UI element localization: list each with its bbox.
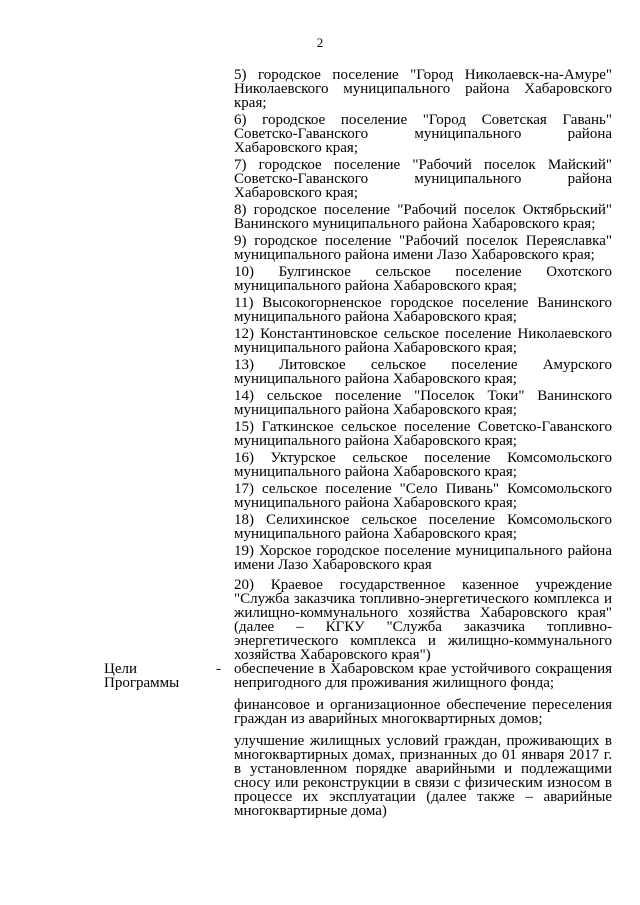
goals-label: Цели Программы bbox=[104, 661, 180, 691]
list-item: 9) городское поселение "Рабочий поселок Переяславка" муниципального района имени Лазо Хабаровского края; bbox=[234, 233, 612, 263]
municipalities-list bbox=[234, 68, 612, 665]
goals-dash: - bbox=[216, 661, 221, 677]
list-item: 16) Уктурское сельское поселение Комсомольского муниципального района Хабаровского края; bbox=[234, 450, 612, 480]
list-item: 10) Булгинское сельское поселение Охотского муниципального района Хабаровского края; bbox=[234, 264, 612, 294]
list-item: 13) Литовское сельское поселение Амурского муниципального района Хабаровского края; bbox=[234, 357, 612, 387]
list-item: 19) Хорское городское поселение муниципального района имени Лазо Хабаровского края bbox=[234, 543, 612, 573]
list-item: 7) городское поселение "Рабочий поселок Майский" Советско-Гаванского муниципального района Хабаровского края; bbox=[234, 157, 612, 201]
list-item: 20) Краевое государственное казенное учреждение "Служба заказчика топливно-энергетического комплекса и жилищно-коммунального хозяйства Хабаровского края" (далее – КГКУ "Служба заказчика топливно-энергетического комплекса и жилищно-коммунального хозяйства Хабаровского края") bbox=[234, 577, 612, 663]
list-item: 12) Константиновское сельское поселение Николаевского муниципального района Хабаровского края; bbox=[234, 326, 612, 356]
page-number: 2 bbox=[316, 35, 324, 50]
list-item: 8) городское поселение "Рабочий поселок Октябрьский" Ванинского муниципального района Хабаровского края; bbox=[234, 202, 612, 232]
list-item: 5) городское поселение "Город Николаевск-на-Амуре" Николаевского муниципального района Хабаровского края; bbox=[234, 67, 612, 111]
goals-list bbox=[234, 662, 612, 826]
list-item: 6) городское поселение "Город Советская Гавань" Советско-Гаванского муниципального района Хабаровского края; bbox=[234, 112, 612, 156]
goal-item: обеспечение в Хабаровском крае устойчивого сокращения непригодного для проживания жилищного фонда; bbox=[234, 661, 612, 691]
list-item: 11) Высокогорненское городское поселение Ванинского муниципального района Хабаровского края; bbox=[234, 295, 612, 325]
goal-item: финансовое и организационное обеспечение переселения граждан из аварийных многоквартирных домов; bbox=[234, 697, 612, 727]
list-item: 15) Гаткинское сельское поселение Советско-Гаванского муниципального района Хабаровского края; bbox=[234, 419, 612, 449]
list-item: 14) сельское поселение "Поселок Токи" Ванинского муниципального района Хабаровского края; bbox=[234, 388, 612, 418]
goal-item: улучшение жилищных условий граждан, проживающих в многоквартирных домах, признанных до 01 января 2017 г. в установленном порядке аварийными и подлежащими сносу или реконструкции в связи с физическим износом в процессе их эксплуатации (далее также – аварийные многоквартирные дома) bbox=[234, 733, 612, 819]
list-item: 17) сельское поселение "Село Пивань" Комсомольского муниципального района Хабаровского края; bbox=[234, 481, 612, 511]
list-item: 18) Селихинское сельское поселение Комсомольского муниципального района Хабаровского края; bbox=[234, 512, 612, 542]
